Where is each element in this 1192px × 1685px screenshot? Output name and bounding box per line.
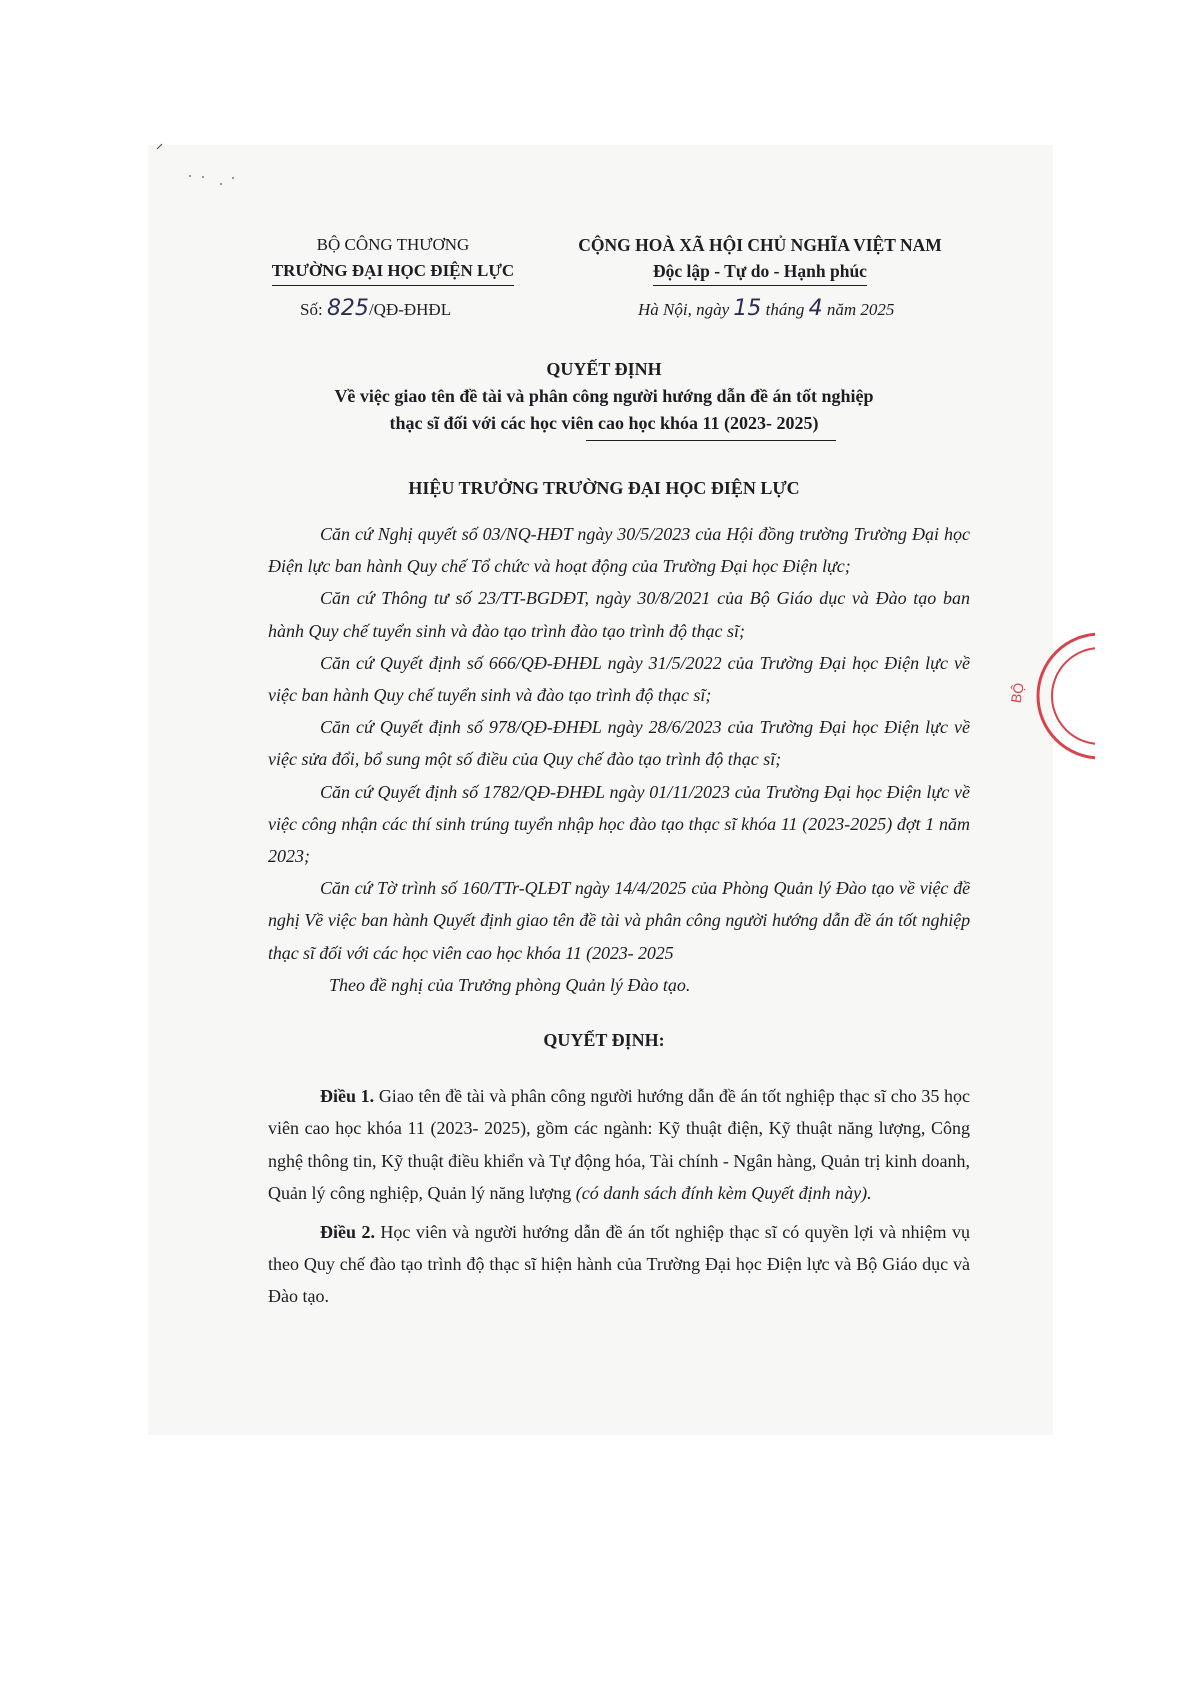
title-line-1: QUYẾT ĐỊNH [546, 359, 662, 379]
article-text: Học viên và người hướng dẫn đề án tốt nghiệp thạc sĩ có quyền lợi và nhiệm vụ theo Quy chế đào tạo trình độ thạc sĩ hiện hành của Trường Đại học Điện lực và Bộ Giáo dục và Đào tạo. [268, 1221, 970, 1307]
date-place: Hà Nội, ngày [638, 300, 730, 319]
basis-item: Căn cứ Quyết định số 1782/QĐ-ĐHĐL ngày 01/11/2023 của Trường Đại học Điện lực về việc công nhận các thí sinh trúng tuyển nhập học đào tạo thạc sĩ khóa 11 (2023-2025) đợt 1 năm 2023; [268, 781, 970, 867]
article-note: (có danh sách đính kèm Quyết định này). [575, 1183, 872, 1204]
issuer-header [248, 232, 538, 286]
ministry-name: BỘ CÔNG THƯƠNG [316, 235, 470, 254]
basis-item: Căn cứ Thông tư số 23/TT-BGDĐT, ngày 30/8/2021 của Bộ Giáo dục và Đào tạo ban hành Quy chế tuyển sinh và đào tạo trình đào tạo trình độ thạc sĩ; [268, 588, 970, 641]
title-line-2: Về việc giao tên đề tài và phân công người hướng dẫn đề án tốt nghiệp [334, 386, 874, 406]
title-underline [586, 440, 836, 442]
handwritten-month: 4 [808, 296, 823, 321]
article-label: Điều 2. [320, 1221, 375, 1242]
basis-item: Căn cứ Tờ trình số 160/TTr-QLĐT ngày 14/4/2025 của Phòng Quản lý Đào tạo về việc đề nghị Về việc ban hành Quyết định giao tên đề tài và phân công người hướng dẫn đề án tốt nghiệp thạc sĩ đối với các học viên cao học khóa 11 (2023- 2025 [268, 878, 970, 963]
number-prefix: Số: [300, 300, 323, 319]
document-number [300, 296, 451, 321]
basis-item: Căn cứ Quyết định số 666/QĐ-ĐHĐL ngày 31/5/2022 của Trường Đại học Điện lực về việc ban hành Quy chế tuyển sinh và đào tạo trình độ thạc sĩ; [268, 652, 970, 706]
handwritten-number: 825 [326, 296, 369, 321]
article-text: Giao tên đề tài và phân công người hướng dẫn đề án tốt nghiệp thạc sĩ cho 35 học viên cao học khóa 11 (2023- 2025), gồm các ngành: Kỹ thuật điện, Kỹ thuật năng lượng, Công nghệ thông tin, Kỹ thuật điều khiển và Tự động hóa, Tài chính - Ngân hàng, Quản trị kinh doanh, Quản lý công nghiệp, Quản lý năng lượng [268, 1086, 970, 1204]
decision-heading: QUYẾT ĐỊNH: [543, 1030, 665, 1050]
issue-date [638, 296, 894, 321]
date-month-label: tháng [765, 300, 805, 319]
authority-heading: HIỆU TRƯỞNG TRƯỜNG ĐẠI HỌC ĐIỆN LỰC [408, 478, 800, 498]
number-suffix: /QĐ-ĐHĐL [368, 300, 452, 319]
article-1 [268, 1080, 970, 1210]
article-label: Điều 1. [320, 1086, 375, 1106]
basis-item: Căn cứ Quyết định số 978/QĐ-ĐHĐL ngày 28/6/2023 của Trường Đại học Điện lực về việc sửa đổi, bổ sung một số điều của Quy chế đào tạo trình độ thạc sĩ; [268, 717, 970, 770]
handwritten-day: 15 [733, 296, 762, 321]
article-2 [268, 1216, 970, 1313]
date-year: năm 2025 [826, 300, 895, 319]
scan-specks [150, 140, 270, 200]
title-line-3: thạc sĩ đối với các học viên cao học khóa 11 (2023- 2025) [389, 413, 819, 433]
svg-text:BỘ: BỘ [1007, 681, 1027, 705]
proposal-line: Theo đề nghị của Trưởng phòng Quản lý Đào tạo. [329, 974, 691, 995]
national-header [560, 232, 960, 286]
red-seal-stamp [1005, 630, 1095, 760]
country-name: CỘNG HOÀ XÃ HỘI CHỦ NGHĨA VIỆT NAM [578, 235, 942, 255]
legal-bases [268, 518, 970, 1001]
national-motto: Độc lập - Tự do - Hạnh phúc [653, 258, 867, 286]
basis-item: Căn cứ Nghị quyết số 03/NQ-HĐT ngày 30/5/2023 của Hội đồng trường Trường Đại học Điện lực ban hành Quy chế Tổ chức và hoạt động của Trường Đại học Điện lực; [268, 524, 970, 577]
document-title [248, 356, 960, 437]
decision-articles [268, 1080, 970, 1319]
university-name: TRƯỜNG ĐẠI HỌC ĐIỆN LỰC [272, 258, 514, 286]
